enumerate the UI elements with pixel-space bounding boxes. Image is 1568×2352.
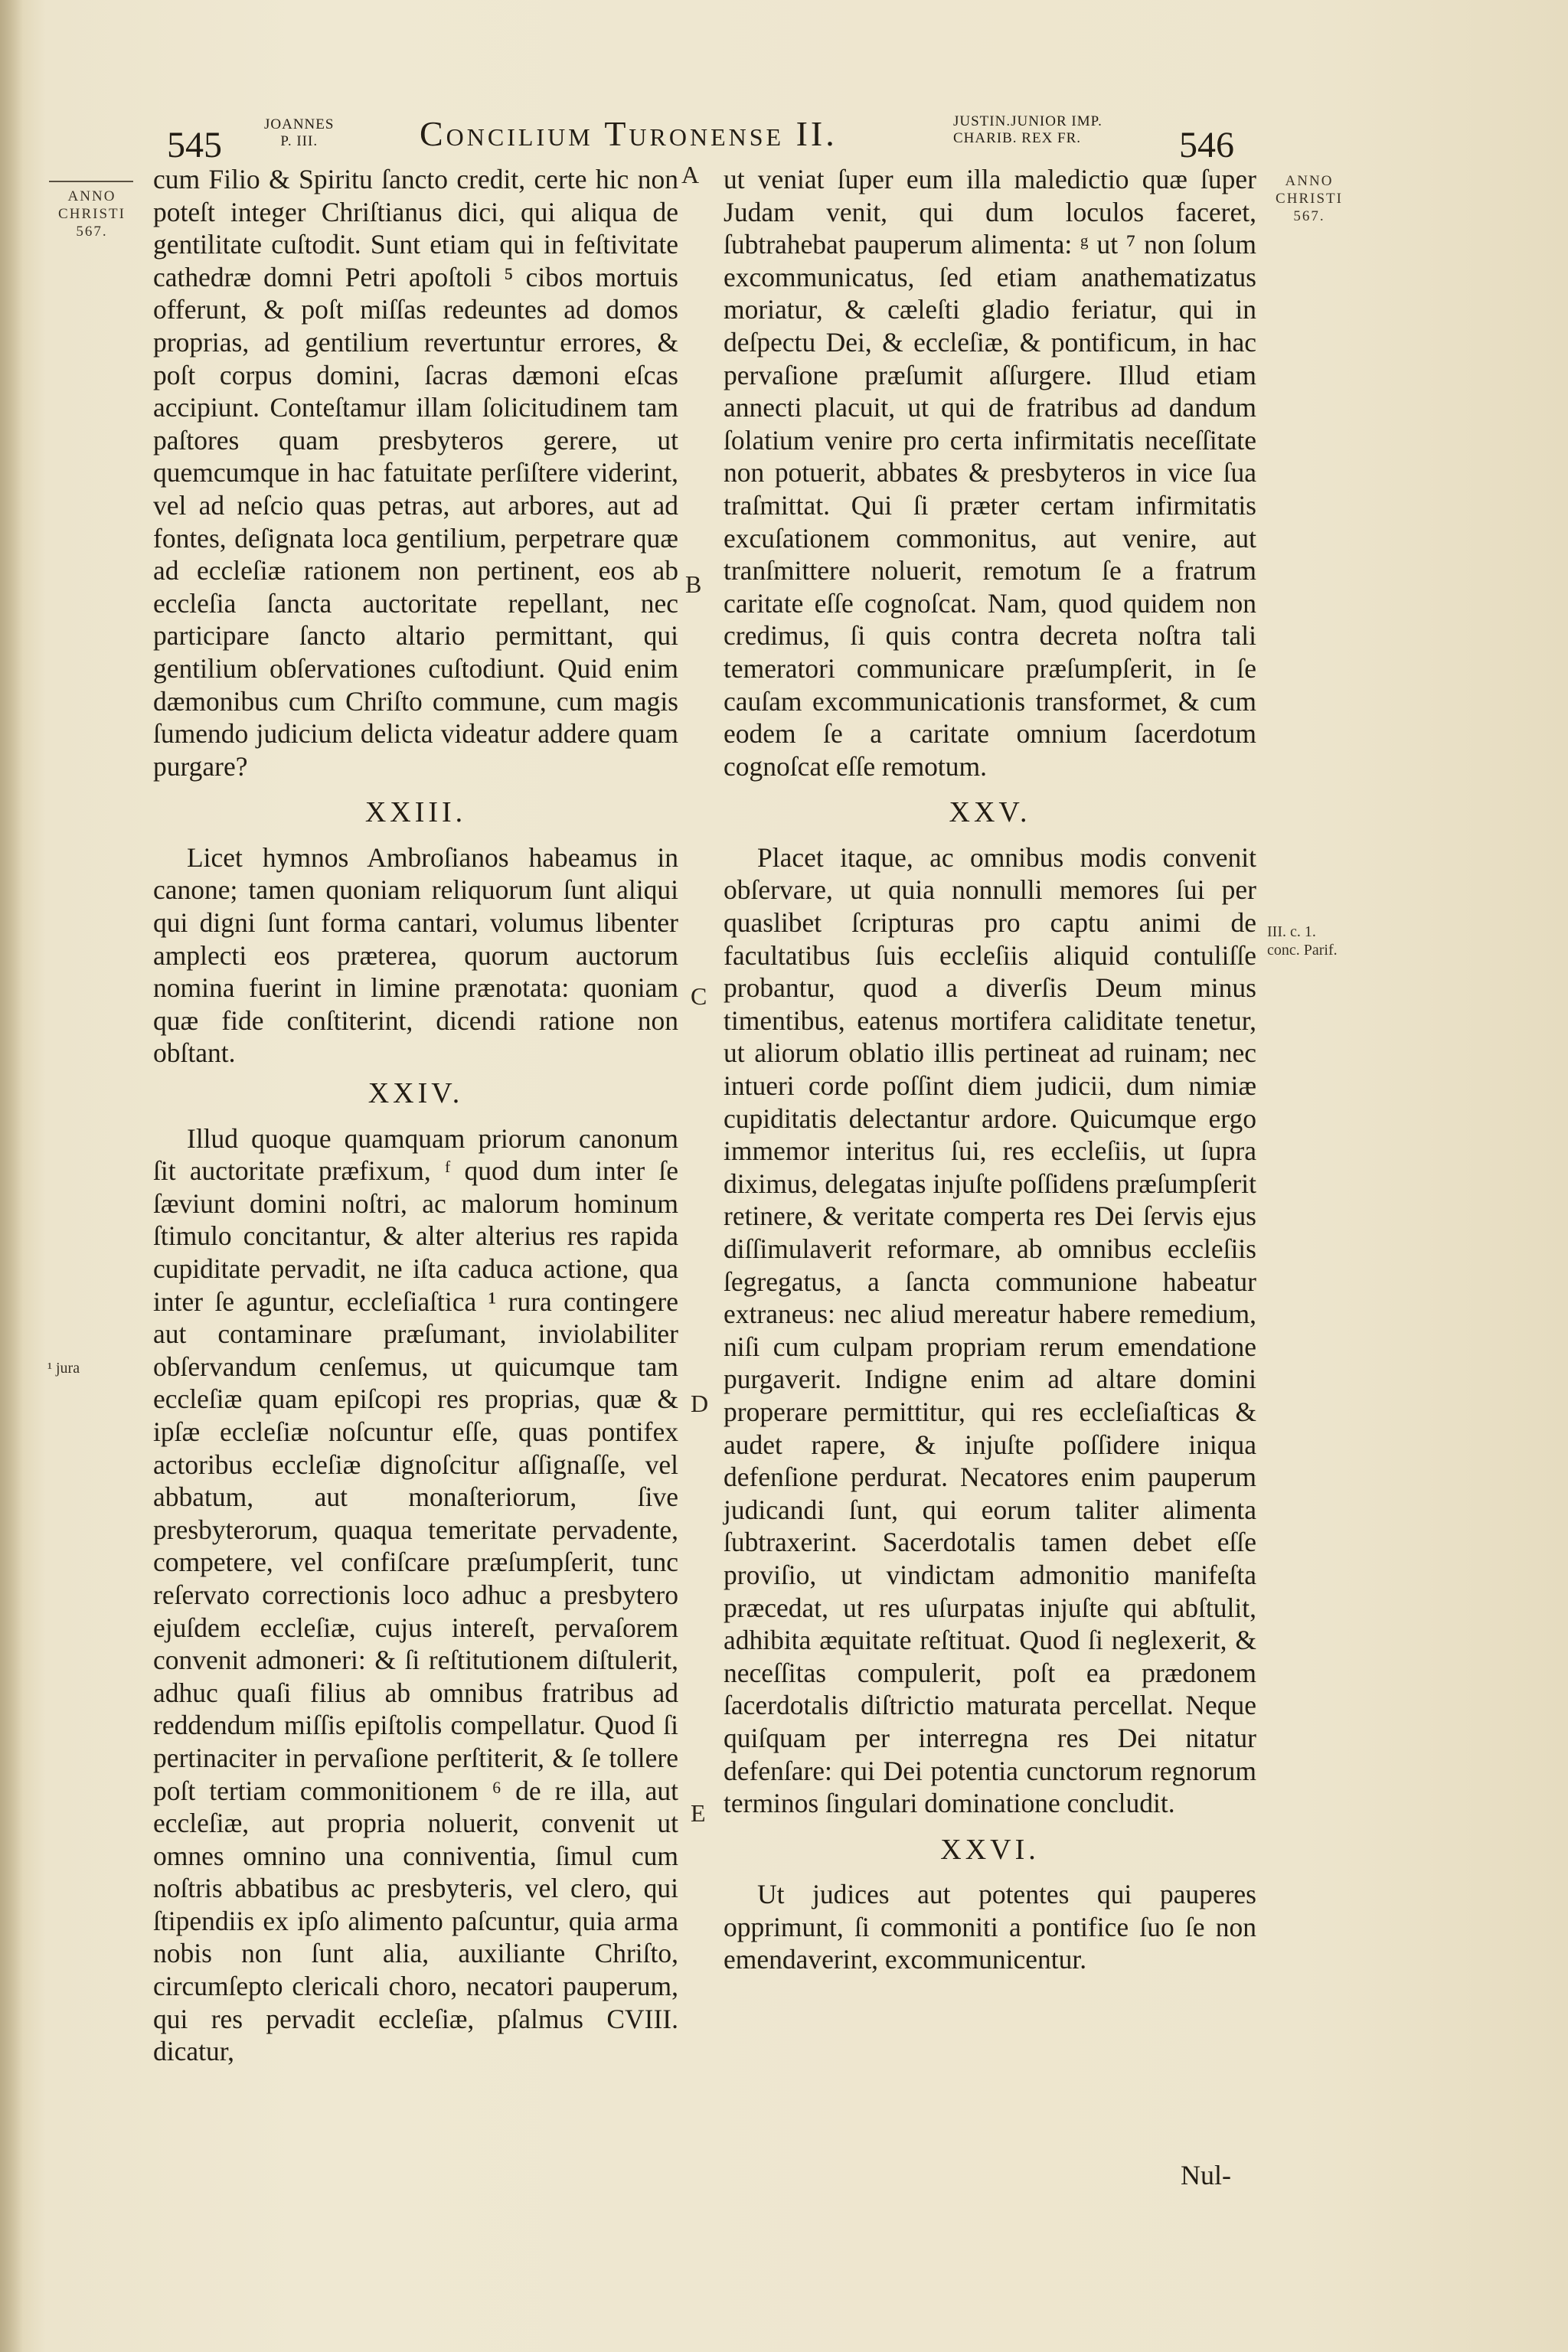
canon-heading-24: XXIV. — [368, 1077, 464, 1110]
section-letter-a: A — [681, 161, 700, 188]
section-letter-c: C — [691, 982, 707, 1010]
margin-reference-right — [1267, 923, 1338, 959]
margin-christi-left: CHRISTI — [58, 206, 126, 222]
canon-22-text: cum Filio & Spiritu ſancto credit, certe hic non poteſt integer Chriſtianus dici, qui aliqua de gentilitate cuſtodit. Sunt etiam qui in feſtivitate cathedræ domni Petri apoſtoli ⁵ cibos mortuis offerunt, & poſt miſſas redeuntes ad domos proprias, ad gentilium revertuntur errores, & poſt corpus domini, ſacras dæmoni eſcas accipiunt. Conteſtamur illam ſolicitudinem tam paſtores quam presbyteros gerere, ut quemcumque in hac fatuitate perſiſtere viderint, vel ad neſcio quas petras, aut arbores, aut ad fontes, deſignata loca gentilium, perpetrare quæ ad eccleſiæ rationem non pertinent, eos ab eccleſia ſancta auctoritate repellant, nec participare ſancto altario permittant, qui gentilium obſervationes cuſtodiunt. Quid enim dæmonibus cum Chriſto commune, cum magis ſumendo judicium delicta videatur addere quam purgare? — [153, 164, 678, 782]
margin-ref-line2: conc. Parif. — [1267, 942, 1338, 959]
section-letter-e: E — [691, 1799, 706, 1827]
margin-anno-left: ANNO — [67, 188, 116, 204]
page-number-right: 546 — [1179, 125, 1234, 165]
canon-24-text: Illud quoque quamquam priorum canonum ſit auctoritate præfixum, ᶠ quod dum inter ſe ſæviunt domini noſtri, ac malorum hominum ſtimulo concitantur, & alter alterius res rapida cupiditate pervadit, ne iſta caduca actione, qua inter ſe aguntur, eccleſiaſtica ¹ rura contingere aut contaminare præſumant, inviolabiliter obſervandum cenſemus, ut quicumque tam eccleſiæ quam epiſcopi res proprias, quæ & ipſæ eccleſiæ noſcuntur eſſe, quas pontifex actoribus eccleſiæ dignoſcitur aſſignaſſe, vel abbatum, aut monaſteriorum, ſive presbyterorum, quaqua temeritate pervadente, competere, vel confiſcare præſumpſerit, tunc reſervato correctionis loco adhuc a presbytero ejuſdem eccleſiæ, cujus intereſt, pervaſorem convenit admoneri: & ſi reſtitutionem diſtulerit, adhuc quaſi filius ab omnibus fratribus ad reddendum miſſis epiſtolis compellatur. Quod ſi pertinaciter in pervaſione perſtiterit, & ſe tollere poſt tertiam commonitionem ⁶ de re illa, aut eccleſiæ, aut propria noluerit, convenit ut omnes omnino una conniventia, ſimul cum noſtris abbatibus ac presbyteris, vel clero, qui ſtipendiis ex ipſo alimento paſcuntur, quia arma nobis non ſunt alia, auxiliante Chriſto, circumſepto clericali choro, necatori pauperum, qui res pervadit eccleſiæ, pſalmus CVIII. dicatur, — [153, 1122, 678, 2067]
header-emperor: JUSTIN.JUNIOR IMP. — [953, 113, 1102, 129]
margin-rule — [49, 181, 133, 182]
header-pope — [264, 116, 334, 150]
right-column — [724, 163, 1256, 1976]
header-pope-number: P. III. — [280, 133, 318, 149]
margin-year-value-left: 567. — [76, 224, 108, 240]
margin-year-left — [46, 188, 138, 240]
catchword: Nul- — [1181, 2160, 1231, 2190]
margin-year-value-right: 567. — [1293, 208, 1325, 224]
running-title: Concilium Turonense II. — [420, 114, 838, 153]
header-pope-name: JOANNES — [264, 116, 335, 132]
canon-heading-26: XXVI. — [940, 1833, 1040, 1866]
canon-25-text: Placet itaque, ac omnibus modis convenit obſervare, ut quia nonnulli memores ſui per quaslibet ſcripturas pro captu animi de facultatibus ſuis eccleſiis aliquid contuliſſe probantur, quod a diverſis Deum minus timentibus, eatenus mortifera caliditate tenetur, ut aliorum oblatio illis pertineat ad ruinam; nec intueri corde poſſint diem judicii, dum nimiæ cupiditatis delectantur ardore. Quicumque ergo immemor interitus ſui, res eccleſiis, ut ſupra diximus, delegatas injuſte poſſidens præſumpſerit retinere, & veritate comperta res Dei ſervis ejus diſſimulaverit reformare, ab omnibus eccleſiis ſegregatus, a ſancta communione habeatur extraneus: nec aliud mereatur habere remedium, niſi cum culpam propriam rerum emendatione purgaverit. Indigne enim ad altare domini properare permittitur, qui res eccleſiaſticas & audet rapere, & injuſte poſſidere iniqua defenſione perdurat. Necatores enim pauperum judicandi ſunt, qui eorum taliter alimenta ſubtraxerint. Sacerdotalis tamen debet eſſe proviſio, ut vindictam admonitio manifeſta præcedat, ut res uſurpatas injuſte qui abſtulit, adhibita æquitate reſtituat. Quod ſi neglexerit, & neceſſitas compulerit, poſt ea prædonem ſacerdotalis diſtrictio maturata percellat. Neque quiſquam per interregna res Dei nitatur defenſare: qui Dei potentia cunctorum regnorum terminos ſingulari dominatione concludit. — [724, 841, 1256, 1819]
canon-heading-23: XXIII. — [364, 796, 467, 829]
canon-heading-25: XXV. — [949, 796, 1031, 829]
margin-anno-right: ANNO — [1285, 173, 1334, 189]
section-letter-b: B — [685, 570, 702, 598]
canon-23-text: Licet hymnos Ambroſianos habeamus in canone; tamen quoniam reliquorum ſunt aliqui qui digni ſunt forma cantari, volumus libenter amplecti eos præterea, quorum auctorum nomina fuerint in limine prænotata: quoniam quæ fide conſtiterint, dicendi ratione non obſtant. — [153, 841, 678, 1069]
canon-26-summary: Ut judices aut potentes qui pauperes opprimunt, ſi commoniti a pontifice ſuo ſe non emendaverint, excommunicentur. — [724, 1879, 1256, 1975]
page-number-left: 545 — [167, 125, 222, 165]
header-rulers — [953, 113, 1102, 147]
gutter-shadow — [0, 0, 23, 2352]
margin-note-jura: ¹ jura — [47, 1360, 80, 1377]
margin-ref-line1: III. c. 1. — [1267, 923, 1316, 940]
margin-christi-right: CHRISTI — [1276, 191, 1343, 207]
canon-24-continued-text: ut veniat ſuper eum illa maledictio quæ ſuper Judam venit, qui dum loculos faceret, ſubtrahebat pauperum alimenta: ᵍ ut ⁷ non ſolum excommunicatus, ſed etiam anathematizatus moriatur, & cæleſti gladio feriatur, qui in deſpectu Dei, & eccleſiæ, & pontificum, in hac pervaſione præſumit aſſurgere. Illud etiam annecti placuit, ut qui de fratribus ad dandum ſolatium venire pro certa infirmitatis neceſſitate non potuerit, abbates & presbyteros in vice ſua traſmittat. Qui ſi præter certam infirmitatis excuſationem commonitus, aut venire, aut tranſmittere noluerit, remotum ſe a fratrum caritate eſſe cognoſcat. Nam, quod quidem non credimus, ſi quis contra decreta noſtra tali temeratori communicare præſumpſerit, in ſe cauſam excommunicationis transformet, & cum eodem ſe a caritate omnium ſacerdotum cognoſcat eſſe remotum. — [724, 164, 1256, 782]
header-king: CHARIB. REX FR. — [953, 130, 1082, 146]
left-column — [153, 163, 678, 2068]
section-letter-d: D — [691, 1390, 709, 1417]
margin-year-right — [1263, 172, 1355, 225]
